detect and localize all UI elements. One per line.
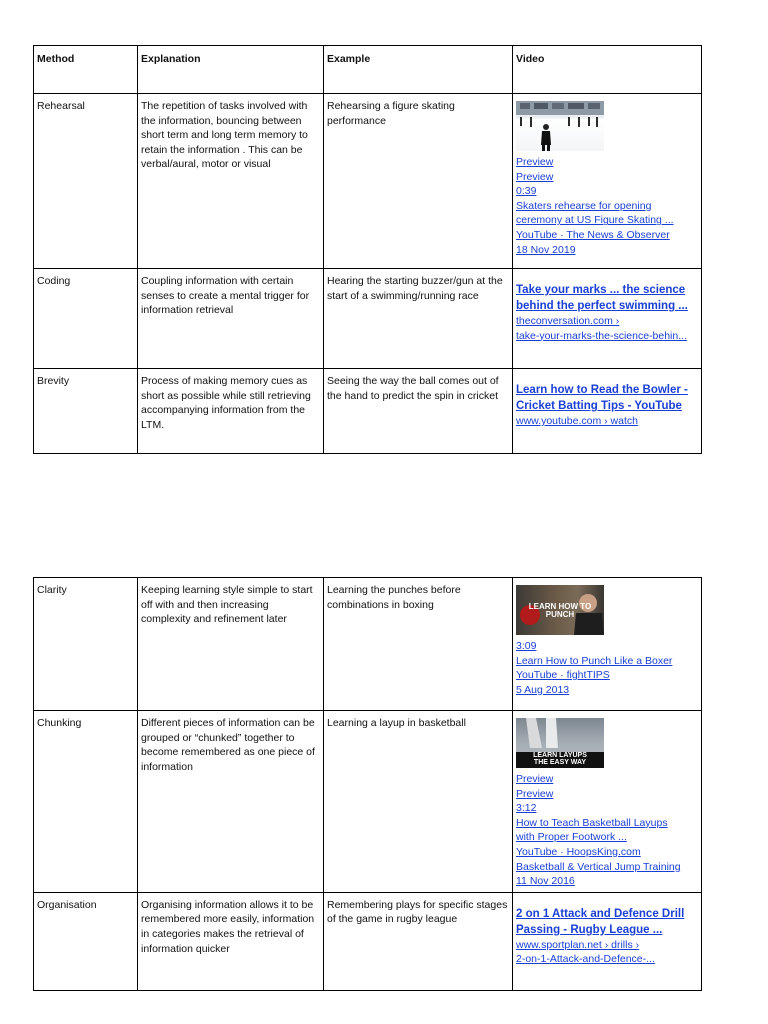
video-link[interactable]: Preview [516,156,554,168]
video-cell [513,578,702,711]
example-cell: Learning a layup in basketball [324,711,513,893]
header-method: Method [34,46,138,94]
result-url-link[interactable]: www.sportplan.net › drills › [516,938,640,951]
video-link[interactable]: 3:12 [516,802,537,815]
video-link[interactable]: 5 Aug 2013 [516,683,570,696]
video-link[interactable]: Learn How to Punch Like a Boxer [516,654,673,667]
table-row-clarity [34,578,702,711]
figure-skating-thumbnail[interactable] [516,101,604,151]
example-cell: Hearing the starting buzzer/gun at the start of a swimming/running race [324,269,513,369]
example-cell: Remembering plays for specific stages of the game in rugby league [324,892,513,990]
video-link[interactable]: Basketball & Vertical Jump Training [516,860,681,873]
result-title-link[interactable]: Cricket Batting Tips - YouTube [516,400,682,412]
explanation-cell: Coupling information with certain senses to create a mental trigger for information retrieval [138,269,324,369]
basketball-layup-thumbnail[interactable] [516,718,604,768]
result-url-link[interactable]: 2-on-1-Attack-and-Defence-... [516,953,655,966]
table-row-rehearsal [34,94,702,269]
video-link[interactable]: 3:09 [516,640,537,652]
method-cell: Coding [34,269,138,369]
method-cell: Clarity [34,578,138,711]
video-link[interactable]: Preview [516,787,554,800]
result-title-link[interactable]: Passing - Rugby League ... [516,923,663,936]
method-cell: Rehearsal [34,94,138,269]
result-url-link[interactable]: www.youtube.com › watch [516,415,638,427]
example-cell: Seeing the way the ball comes out of the hand to predict the spin in cricket [324,369,513,454]
thumbnail-caption: LEARN HOW TO PUNCH [528,602,592,619]
result-title-link[interactable]: behind the perfect swimming ... [516,300,688,312]
video-cell [513,269,702,369]
video-link[interactable]: How to Teach Basketball Layups [516,816,668,829]
video-link[interactable]: 18 Nov 2019 [516,243,576,256]
video-link[interactable]: Preview [516,170,554,183]
memory-methods-table-1 [33,45,702,454]
thumbnail-caption: LEARN LAYUPS THE EASY WAY [533,752,587,766]
result-url-link[interactable]: theconversation.com › [516,315,620,327]
table-row-coding [34,269,702,369]
result-url-link[interactable]: take-your-marks-the-science-behin... [516,329,687,342]
method-cell: Organisation [34,892,138,990]
explanation-cell: Different pieces of information can be grouped or “chunked” together to become remembered as one piece of information [138,711,324,893]
result-title-link[interactable]: Take your marks ... the science [516,284,686,296]
video-cell [513,369,702,454]
video-link[interactable]: with Proper Footwork ... [516,831,627,844]
boxing-thumbnail[interactable] [516,585,604,635]
figure-skating-image [516,101,604,151]
example-cell: Rehearsing a figure skating performance [324,94,513,269]
header-example: Example [324,46,513,94]
video-link[interactable]: YouTube · fightTIPS [516,669,610,682]
table-row-brevity [34,369,702,454]
video-link[interactable]: Preview [516,773,554,785]
table-row-organisation [34,892,702,990]
explanation-cell: Keeping learning style simple to start off with and then increasing complexity and refinement later [138,578,324,711]
result-title-link[interactable]: Learn how to Read the Bowler - [516,384,688,396]
result-title-link[interactable]: 2 on 1 Attack and Defence Drill [516,907,685,920]
video-link[interactable]: YouTube · The News & Observer [516,228,670,241]
header-explanation: Explanation [138,46,324,94]
video-cell [513,711,702,893]
header-video: Video [513,46,702,94]
memory-methods-table-2 [33,577,702,991]
video-cell [513,892,702,990]
example-cell: Learning the punches before combinations in boxing [324,578,513,711]
video-link[interactable]: YouTube · HoopsKing.com [516,845,641,858]
method-cell: Brevity [34,369,138,454]
explanation-cell: Organising information allows it to be remembered more easily, information in categories makes the retrieval of information quicker [138,892,324,990]
header-row [34,46,702,94]
video-cell [513,94,702,269]
explanation-cell: Process of making memory cues as short as possible while still retrieving accompanying information from the LTM. [138,369,324,454]
video-link[interactable]: 11 Nov 2016 [516,875,575,888]
video-link[interactable]: 0:39 [516,185,537,198]
video-link[interactable]: Skaters rehearse for opening [516,199,652,212]
table-row-chunking [34,711,702,893]
method-cell: Chunking [34,711,138,893]
explanation-cell: The repetition of tasks involved with the information, bouncing between short term and long term memory to retain the information . This can be verbal/aural, motor or visual [138,94,324,269]
video-link[interactable]: ceremony at US Figure Skating ... [516,214,674,227]
